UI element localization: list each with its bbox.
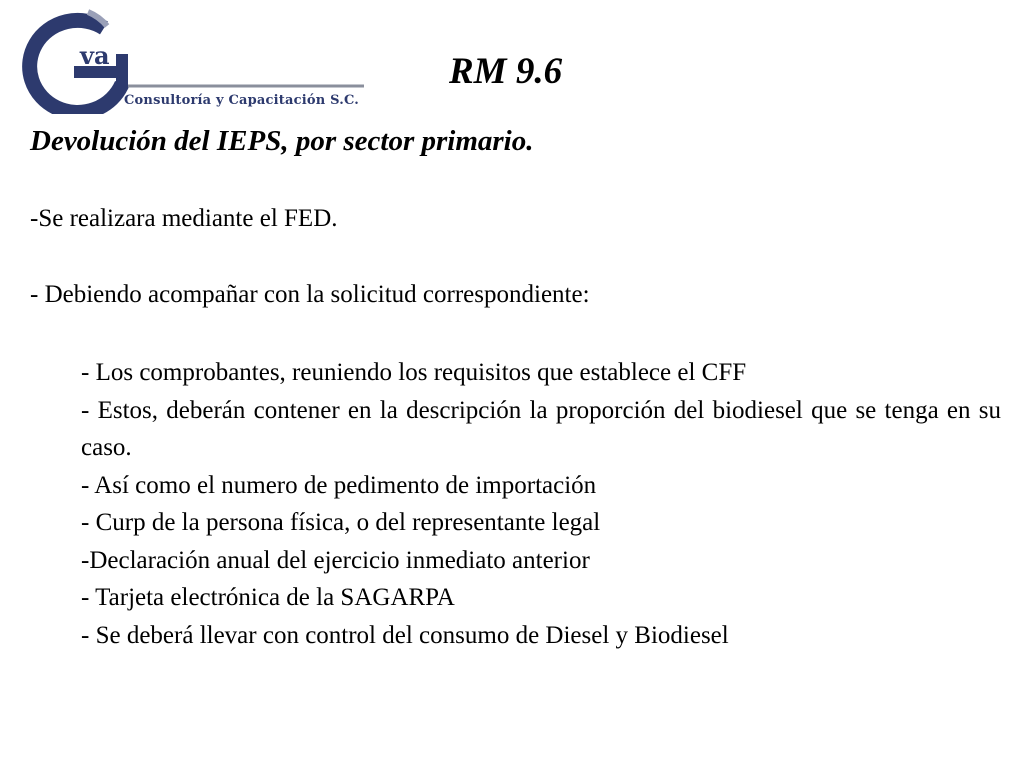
list-item: -Declaración anual del ejercicio inmediato anterior [81, 546, 590, 574]
list-item: - Curp de la persona física, o del representante legal [81, 509, 601, 536]
list-item: - Los comprobantes, reuniendo los requisitos que establece el CFF [81, 359, 747, 386]
slide-title: RM 9.6 [449, 51, 563, 92]
paragraph-fed: -Se realizara mediante el FED. [30, 205, 338, 232]
list-item: - Así como el numero de pedimento de importación [81, 471, 597, 499]
slide-subtitle: Devolución del IEPS, por sector primario. [30, 125, 534, 157]
list-item: - Estos, deberán contener en la descripción la proporción del biodiesel que se tenga en su caso. [81, 396, 1001, 461]
requirements-list [81, 354, 1001, 654]
paragraph-requirements-intro: - Debiendo acompañar con la solicitud correspondiente: [30, 281, 590, 308]
logo-company-name: Consultoría y Capacitación S.C. [124, 93, 360, 108]
list-item: - Se deberá llevar con control del consumo de Diesel y Biodiesel [81, 621, 729, 649]
list-item: - Tarjeta electrónica de la SAGARPA [81, 584, 455, 611]
logo-letters: va [80, 41, 110, 70]
